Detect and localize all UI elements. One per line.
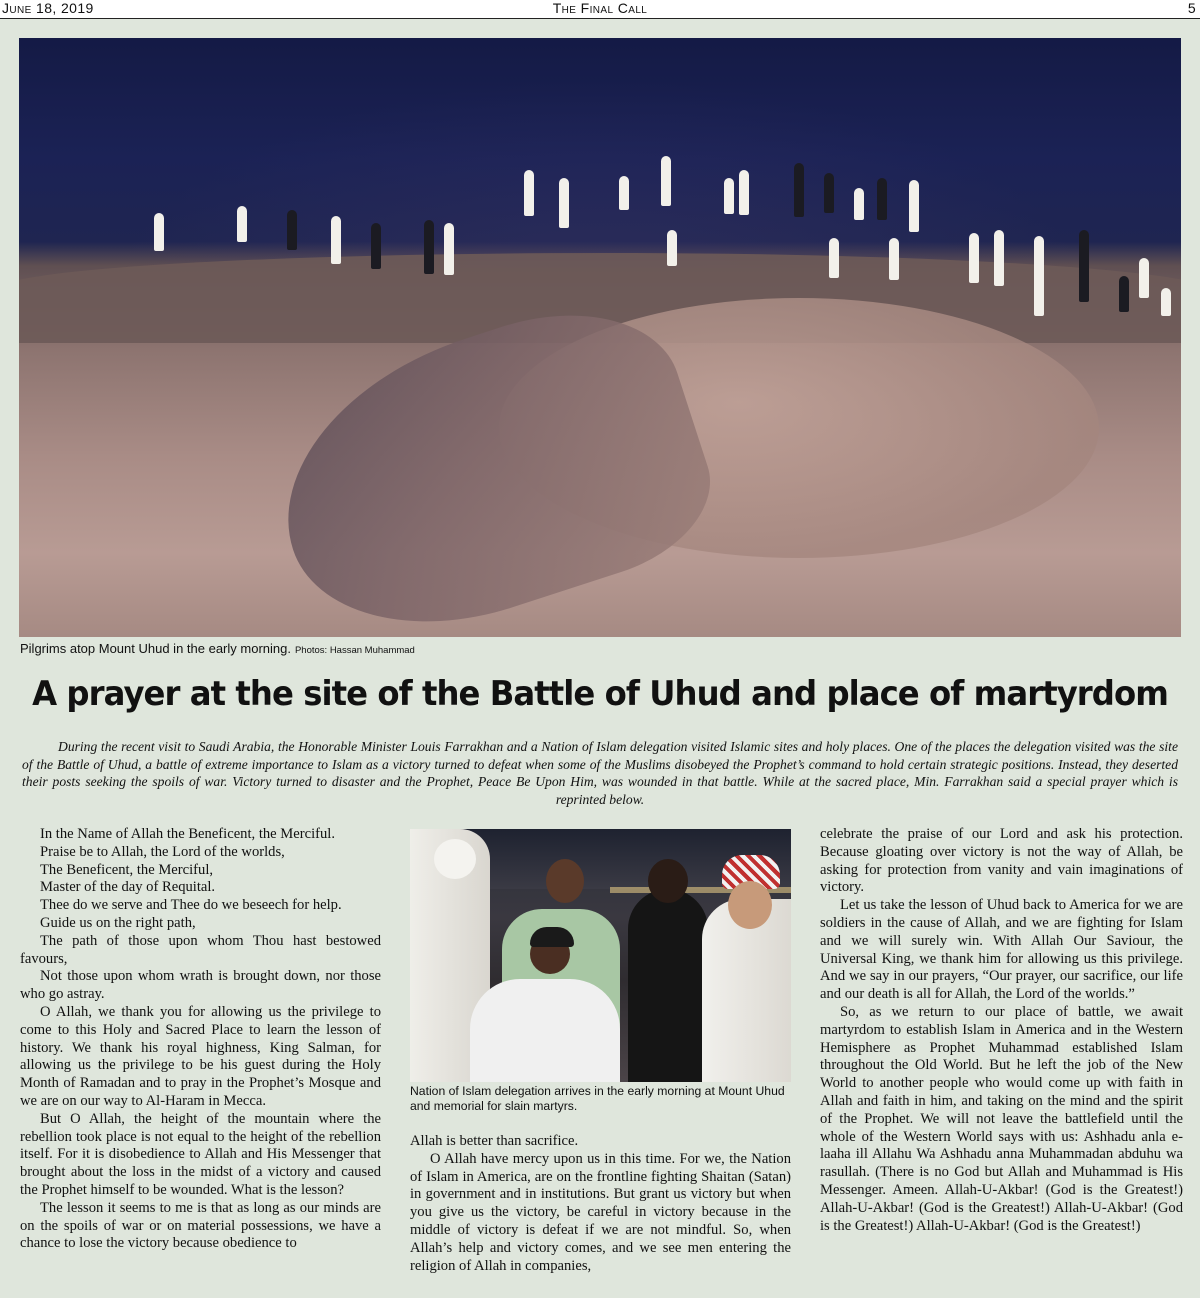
mount-uhud-photo xyxy=(19,38,1181,637)
pilgrim-figure xyxy=(739,170,749,215)
sky-glow xyxy=(19,38,1181,268)
woman-head xyxy=(648,859,688,903)
pilgrim-figure xyxy=(661,156,671,206)
pilgrim-figure xyxy=(619,176,629,210)
pilgrim-figure xyxy=(1119,276,1129,312)
pilgrim-figure xyxy=(424,220,434,274)
photo-credit: Photos: Hassan Muhammad xyxy=(294,645,415,656)
prayer-line: The Beneficent, the Merciful, xyxy=(40,861,214,878)
pilgrim-figure xyxy=(287,210,297,250)
pilgrim-figure xyxy=(829,238,839,278)
pilgrim-figure xyxy=(667,230,677,266)
caption-text: Pilgrims atop Mount Uhud in the early morning. xyxy=(20,641,291,656)
pilgrim-figure xyxy=(237,206,247,242)
pilgrim-figure xyxy=(1034,236,1044,316)
man-face xyxy=(728,881,772,929)
body-paragraph: But O Allah, the height of the mountain where the rebellion took place is not equal to the height of the rebellion itself. For it is disobedience to Allah and His Messenger that brought about the loss in the midst of a victory and caused the Prophet himself to be wounded. What is the lesson? xyxy=(20,1110,381,1198)
pilgrim-figure xyxy=(444,223,454,275)
woman-in-black xyxy=(628,889,708,1082)
delegation-photo xyxy=(410,829,791,1082)
pilgrim-figure xyxy=(331,216,341,264)
pilgrim-figure xyxy=(559,178,569,228)
prayer-line: Praise be to Allah, the Lord of the worlds, xyxy=(40,843,285,860)
body-paragraph: The lesson it seems to me is that as long as our minds are on the spoils of war or on material possessions, we have a chance to lose the victory because obedience to xyxy=(20,1199,381,1252)
body-paragraph: So, as we return to our place of battle, we await martyrdom to establish Islam in America and in the Western Hemisphere as Prophet Muhammad established Islam throughout the Old World. But he left the job of the New World to another people who would come up with faith in Allah and faith in him, and taking on the mind and the spirit of the Prophet. We will not leave the battlefield until the whole of the Western World says with us: Ashhadu anla e-laaha ill Allahu Wa Ashhadu anna Muhammadan abduhu wa rasullah. (There is no God but Allah and Muhammad is His Messenger. Ameen. Allah-U-Akbar! (God is the Greatest!) Allah-U-Akbar! (God is the Greatest!) Allah-U-Akbar! (God is the Greatest!) Allah-U-Akbar! (God is the Greatest!) xyxy=(820,1003,1183,1234)
article-intro: During the recent visit to Saudi Arabia, the Honorable Minister Louis Farrakhan and a Nation of Islam delegation visited Islamic sites and holy places. One of the places the delegation visited was the site of the Battle of Uhud, a battle of extreme importance to Islam as a victory turned to defeat when some of the Muslims disobeyed the Prophet’s command to hold certain strategic positions. Instead, they deserted their posts seeking the spoils of war. Victory turned to disaster and the Prophet, Peace Be Upon Him, was wounded in that battle. While at the sacred place, Min. Farrakhan said a special prayer which is reprinted below. xyxy=(22,739,1178,807)
pilgrim-figure xyxy=(524,170,534,216)
body-paragraph: celebrate the praise of our Lord and ask his protection. Because gloating over victory is not the way of Allah, be asking for protection from vanity and vain imaginations of victory. xyxy=(820,826,1183,896)
prayer-line: Not those upon whom wrath is brought down, nor those who go astray. xyxy=(20,968,381,1003)
prayer-line: The path of those upon whom Thou hast bestowed favours, xyxy=(20,932,381,967)
column-1 xyxy=(20,826,381,1253)
pilgrim-figure xyxy=(1079,230,1089,302)
delegation-photo-caption: Nation of Islam delegation arrives in the early morning at Mount Uhud and memorial for slain martyrs. xyxy=(410,1084,785,1114)
pilgrim-figure xyxy=(371,223,381,269)
body-paragraph: O Allah, we thank you for allowing us the privilege to come to this Holy and Sacred Place to learn the lesson of history. We thank his royal highness, King Salman, for allowing us the privilege to be his guest during the Holy Month of Ramadan and to pray in the Prophet’s Mosque and we are on our way to Al-Haram in Mecca. xyxy=(20,1003,381,1109)
pilgrim-figure xyxy=(1161,288,1171,316)
pilgrim-figure xyxy=(994,230,1004,286)
pilgrim-figure xyxy=(969,233,979,283)
pilgrim-figure xyxy=(794,163,804,217)
pilgrim-figure xyxy=(877,178,887,220)
prayer-line: Guide us on the right path, xyxy=(40,914,196,931)
prayer-line: In the Name of Allah the Beneficent, the Merciful. xyxy=(40,826,336,842)
article-headline: A prayer at the site of the Battle of Uhud and place of martyrdom xyxy=(32,674,1168,714)
pilgrim-figure xyxy=(724,178,734,214)
body-paragraph: Let us take the lesson of Uhud back to America for we are soldiers in the cause of Allah, and we are fighting for Islam and we will surely win. With Allah Our Saviour, the Universal King, we thank him for allowing us this privilege. And we say in our prayers, “Our prayer, our sacrifice, our life and our death is all for Allah, the Lord of the worlds.” xyxy=(820,897,1183,1003)
man-head xyxy=(546,859,584,903)
photo-caption xyxy=(20,641,415,656)
pilgrim-figure xyxy=(889,238,899,280)
publication-title: The Final Call xyxy=(552,0,648,16)
seated-man-jacket xyxy=(470,979,620,1082)
column-3 xyxy=(820,826,1183,1235)
body-paragraph: O Allah have mercy upon us in this time. For we, the Nation of Islam in America, are on the frontline fighting Shaitan (Satan) in government and in institutions. But grant us victory but when you give us the victory, be careful in victory because in the middle of victory is defeat if we are not mindful. So, when Allah’s help and victory comes, and we see men entering the religion of Allah in companies, xyxy=(410,1150,791,1274)
pilgrim-figure xyxy=(909,180,919,232)
page-number: 5 xyxy=(1187,0,1196,16)
black-cap xyxy=(530,927,574,947)
pilgrim-figure xyxy=(824,173,834,213)
pilgrim-figure xyxy=(854,188,864,220)
white-headwear xyxy=(434,839,476,879)
pilgrim-figure xyxy=(154,213,164,251)
prayer-line: Master of the day of Requital. xyxy=(40,879,216,896)
column-2 xyxy=(410,1133,791,1275)
issue-date: June 18, 2019 xyxy=(2,0,94,16)
masthead xyxy=(0,0,1200,19)
pilgrim-figure xyxy=(1139,258,1149,298)
body-paragraph: Allah is better than sacrifice. xyxy=(410,1133,579,1149)
prayer-line: Thee do we serve and Thee do we beseech for help. xyxy=(40,897,342,914)
